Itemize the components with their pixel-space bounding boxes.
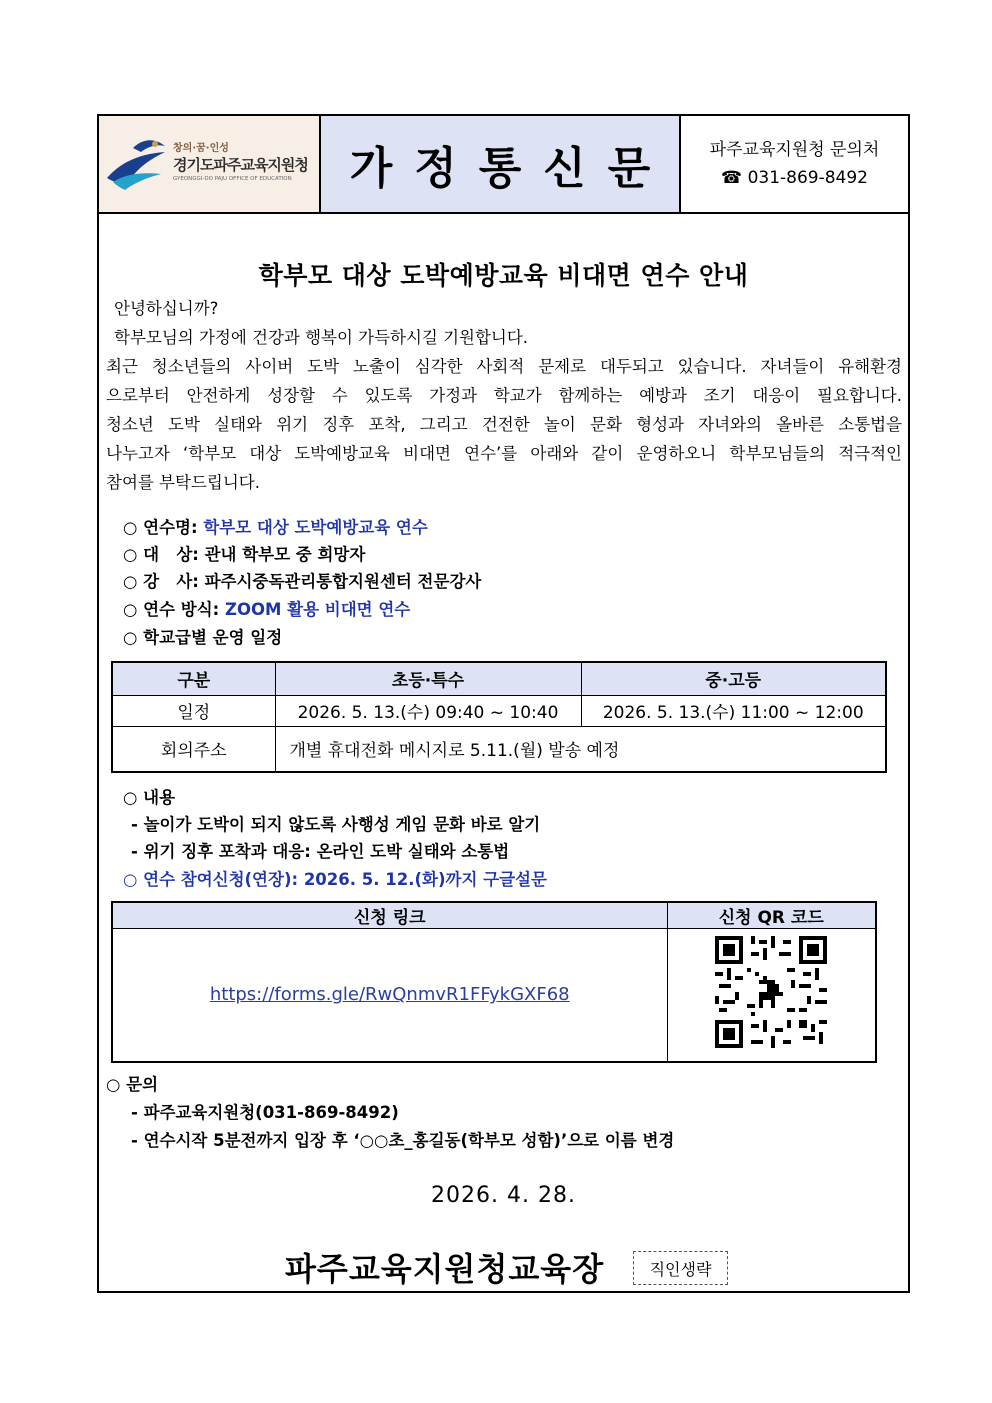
- content-label: ○ 내용: [123, 788, 176, 807]
- qr-code-icon[interactable]: [715, 936, 827, 1048]
- table-header: 신청 QR 코드: [667, 902, 876, 929]
- logo-cell: [99, 116, 321, 212]
- issue-date: 2026. 4. 28.: [431, 1183, 576, 1208]
- newsletter-title: 가정통신문: [349, 143, 673, 194]
- document-title: 학부모 대상 도박예방교육 비대면 연수 안내: [258, 261, 749, 290]
- wish-line: 학부모님의 가정에 건강과 행복이 가득하시길 기원합니다.: [114, 328, 529, 347]
- logo-english-name: GYEONGGI-DO PAJU OFFICE OF EDUCATION: [173, 176, 292, 182]
- apply-deadline: ○ 연수 참여신청(연장): 2026. 5. 12.(화)까지 구글설문: [123, 870, 547, 889]
- qr-cell: [667, 929, 876, 1062]
- body-line-2: 으로부터 안전하게 성장할 수 있도록 가정과 학교가 함께하는 예방과 조기 대응이 필요합니다.: [106, 386, 902, 405]
- detail-lecturer: ○ 강 사: 파주시중독관리통합지원센터 전문강사: [123, 572, 482, 591]
- contact-phone: ☎ 031-869-8492: [720, 168, 868, 188]
- inquiry-item: - 연수시작 5분전까지 입장 후 ‘○○초_홍길동(학부모 성함)’으로 이름 변경: [131, 1131, 675, 1150]
- body-line-1: 최근 청소년들의 사이버 도박 노출이 심각한 사회적 문제로 대두되고 있습니다. 자녀들이 유해환경: [106, 357, 902, 376]
- logo-slogan: 창의·꿈·인성: [173, 143, 229, 154]
- apply-table: [111, 901, 877, 1063]
- detail-schedule-label: ○ 학교급별 운영 일정: [123, 628, 283, 647]
- contact-cell: [681, 116, 908, 212]
- content-item: - 위기 징후 포착과 대응: 온라인 도박 실태와 소통법: [131, 842, 510, 861]
- table-header: 중·고등: [581, 662, 886, 695]
- signature: 파주교육지원청교육장: [285, 1250, 605, 1288]
- body-line-4: 나누고자 ‘학부모 대상 도박예방교육 비대면 연수’를 아래와 같이 운영하오니 학부모님들의 적극적인: [106, 444, 902, 463]
- logo-office-name: 경기도파주교육지원청: [173, 156, 308, 174]
- greeting: 안녕하십니까?: [114, 299, 219, 318]
- apply-link[interactable]: https://forms.gle/RwQnmvR1FFykGXF68: [209, 984, 570, 1006]
- document-frame: [97, 114, 910, 1293]
- body-line-3: 청소년 도박 실태와 위기 징후 포착, 그리고 건전한 놀이 문화 형성과 자녀와의 올바른 소통법을: [106, 415, 902, 434]
- inquiry-label: ○ 문의: [106, 1075, 159, 1094]
- table-cell: 2026. 5. 13.(수) 09:40 ~ 10:40: [275, 695, 581, 726]
- inquiry-item: - 파주교육지원청(031-869-8492): [131, 1103, 399, 1122]
- detail-course-name: ○ 연수명: 학부모 대상 도박예방교육 연수: [123, 518, 428, 537]
- body-line-5: 참여를 부탁드립니다.: [106, 473, 260, 492]
- detail-method: ○ 연수 방식: ZOOM 활용 비대면 연수: [123, 600, 411, 619]
- table-cell: 일정: [112, 695, 275, 726]
- detail-target: ○ 대 상: 관내 학부모 중 희망자: [123, 545, 366, 564]
- newsletter-title-cell: [321, 116, 681, 212]
- table-header: 신청 링크: [112, 902, 667, 929]
- contact-label: 파주교육지원청 문의처: [709, 140, 880, 160]
- seal-omitted-label: 직인생략: [633, 1251, 728, 1285]
- letterhead: [99, 116, 908, 214]
- schedule-table: [111, 661, 887, 773]
- table-header: 구분: [112, 662, 275, 695]
- office-logo-icon: [103, 132, 171, 192]
- content-item: - 놀이가 도박이 되지 않도록 사행성 게임 문화 바로 알기: [131, 815, 541, 834]
- table-header: 초등·특수: [275, 662, 581, 695]
- link-cell: [112, 929, 667, 1062]
- table-cell: 회의주소: [112, 726, 275, 772]
- table-cell: 2026. 5. 13.(수) 11:00 ~ 12:00: [581, 695, 886, 726]
- table-cell: 개별 휴대전화 메시지로 5.11.(월) 발송 예정: [275, 726, 886, 772]
